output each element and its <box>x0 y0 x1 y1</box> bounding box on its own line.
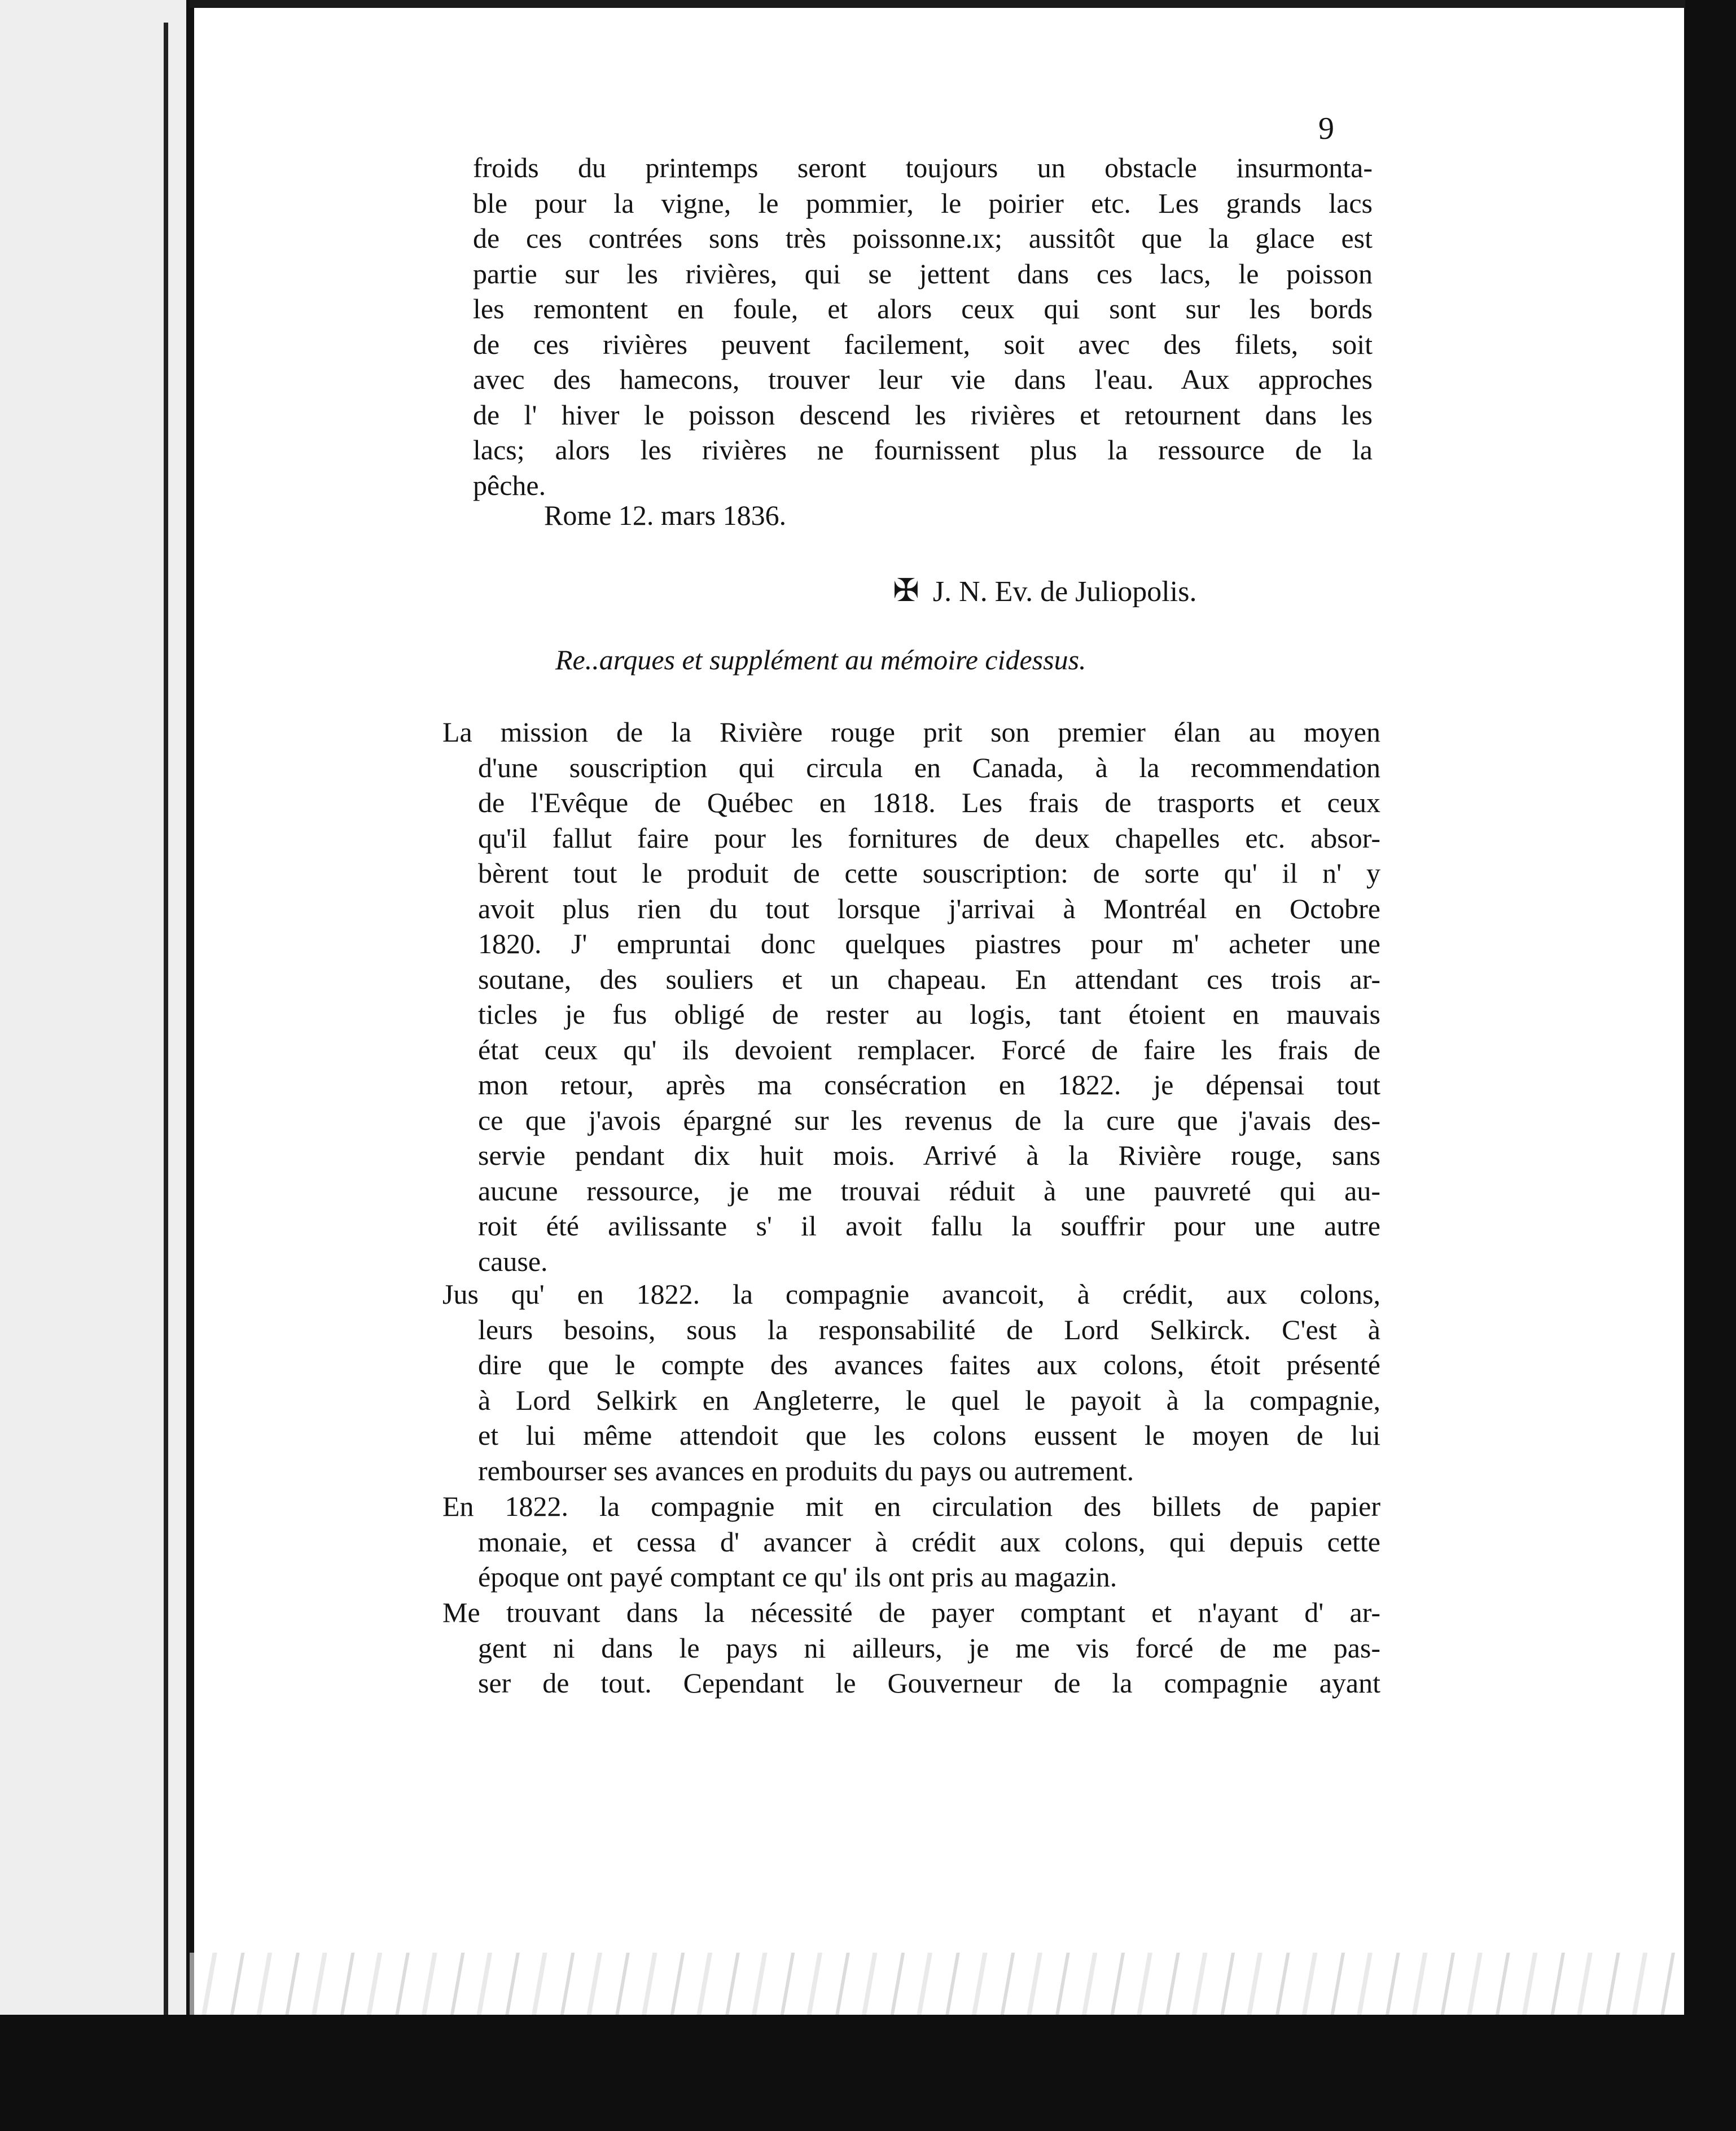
text-line: de l'Evêque de Québec en 1818. Les frais de trasports et ceux <box>478 787 1380 818</box>
text-line: les remontent en foule, et alors ceux qui sont sur les bords <box>473 293 1373 325</box>
text-line: ser de tout. Cependant le Gouverneur de la compagnie ayant <box>478 1667 1380 1699</box>
text-line: En 1822. la compagnie mit en circulation des billets de papier <box>442 1490 1380 1522</box>
page-number: 9 <box>1318 111 1334 146</box>
binding-shadow <box>164 23 168 2054</box>
text-line: cause. <box>478 1245 548 1277</box>
text-line: rembourser ses avances en produits du pays ou autrement. <box>478 1454 1134 1487</box>
text-line: de l' hiver le poisson descend les rivières et retournent dans les <box>473 398 1373 431</box>
section-title: Re..arques et supplément au mémoire cidessus. <box>555 644 1086 676</box>
opening-paragraph <box>473 150 1373 503</box>
text-line: de ces rivières peuvent facilement, soit avec des filets, soit <box>473 328 1373 360</box>
paragraph-mission <box>442 714 1380 1279</box>
text-line: époque ont payé comptant ce qu' ils ont pris au magazin. <box>478 1561 1117 1593</box>
text-line: avoit plus rien du tout lorsque j'arrivai à Montréal en Octobre <box>478 892 1380 924</box>
text-line: à Lord Selkirk en Angleterre, le quel le payoit à la compagnie, <box>478 1384 1380 1416</box>
text-line: gent ni dans le pays ni ailleurs, je me vis forcé de me pas- <box>478 1632 1380 1664</box>
text-line: ce que j'avois épargné sur les revenus de la cure que j'avais des- <box>478 1104 1380 1136</box>
text-line: roit été avilissante s' il avoit fallu la souffrir pour une autre <box>478 1210 1380 1242</box>
text-line: Me trouvant dans la nécessité de payer comptant et n'ayant d' ar- <box>442 1597 1380 1628</box>
text-line: ble pour la vigne, le pommier, le poirier etc. Les grands lacs <box>473 187 1373 219</box>
text-line: aucune ressource, je me trouvai réduit à une pauvreté qui au- <box>478 1174 1380 1207</box>
signature <box>893 572 1196 609</box>
paragraph-credit <box>442 1277 1380 1488</box>
scan-border-right <box>1685 0 1736 2131</box>
text-line: partie sur les rivières, qui se jettent dans ces lacs, le poisson <box>473 257 1373 290</box>
text-line: servie pendant dix huit mois. Arrivé à la Rivière rouge, sans <box>478 1139 1380 1171</box>
text-line: état ceux qu' ils devoient remplacer. Forcé de faire les frais de <box>478 1033 1380 1066</box>
text-line: ticles je fus obligé de rester au logis, tant étoient en mauvais <box>478 998 1380 1030</box>
text-line: soutane, des souliers et un chapeau. En attendant ces trois ar- <box>478 963 1380 995</box>
left-page-edge <box>0 0 190 2131</box>
text-line: bèrent tout le produit de cette souscription: de sorte qu' il n' y <box>478 857 1380 889</box>
text-line: qu'il fallut faire pour les fornitures de deux chapelles etc. absor- <box>478 822 1380 854</box>
text-line: lacs; alors les rivières ne fournissent plus la ressource de la <box>473 434 1373 466</box>
text-line: de ces contrées sons très poissonne.ıx; aussitôt que la glace est <box>473 222 1373 254</box>
text-line: froids du printemps seront toujours un obstacle insurmonta- <box>473 152 1373 183</box>
text-line: avec des hamecons, trouver leur vie dans l'eau. Aux approches <box>473 363 1373 395</box>
paragraph-necessity <box>442 1595 1380 1701</box>
text-line: et lui même attendoit que les colons eussent le moyen de lui <box>478 1419 1380 1451</box>
text-line: Jus qu' en 1822. la compagnie avancoit, à crédit, aux colons, <box>442 1278 1380 1310</box>
text-line: dire que le compte des avances faites aux colons, étoit présenté <box>478 1349 1380 1380</box>
damaged-page-bottom <box>190 1953 1680 2015</box>
text-line: mon retour, après ma consécration en 1822. je dépensai tout <box>478 1069 1380 1100</box>
text-line: monaie, et cessa d' avancer à crédit aux colons, qui depuis cette <box>478 1525 1380 1558</box>
text-line: La mission de la Rivière rouge prit son premier élan au moyen <box>442 716 1380 748</box>
cross-icon: ✠ <box>893 573 919 608</box>
text-line: pêche. <box>473 469 546 501</box>
scan-border-bottom <box>0 2015 1736 2131</box>
text-line: leurs besoins, sous la responsabilité de Lord Selkirck. C'est à <box>478 1313 1380 1345</box>
paragraph-currency <box>442 1489 1380 1595</box>
signature-text: J. N. Ev. de Juliopolis. <box>932 576 1197 608</box>
text-line: d'une souscription qui circula en Canada, à la recommendation <box>478 751 1380 783</box>
text-line: 1820. J' empruntai donc quelques piastres pour m' acheter une <box>478 928 1380 959</box>
dateline: Rome 12. mars 1836. <box>544 499 787 531</box>
